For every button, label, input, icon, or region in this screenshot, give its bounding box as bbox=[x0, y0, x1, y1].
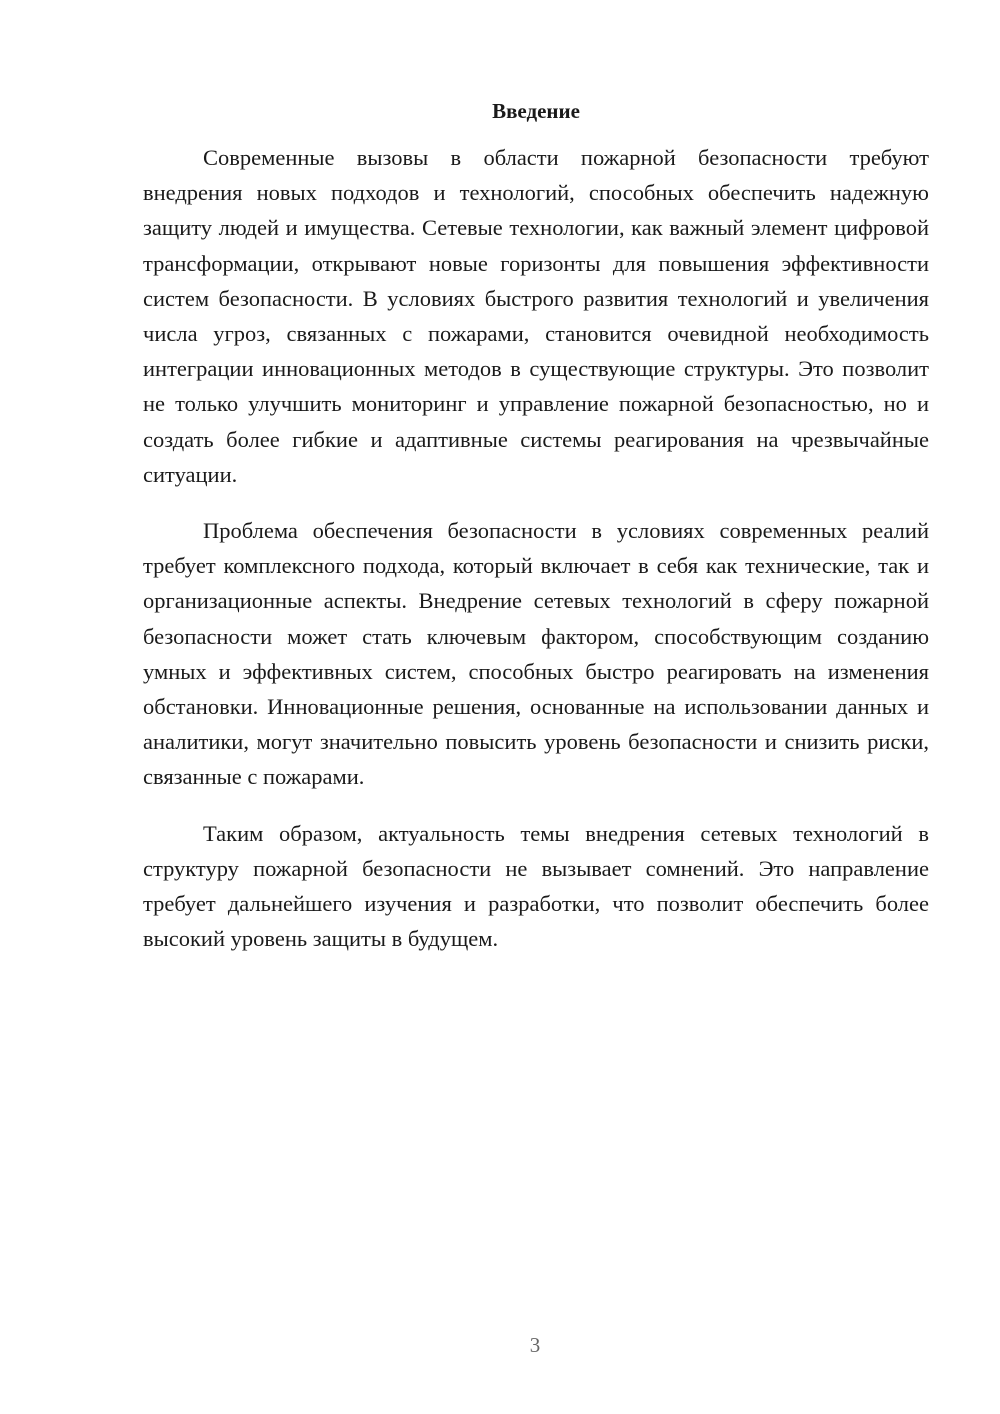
paragraph-2: Проблема обеспечения безопасности в условиях современных реалий требует комплексного подхода, который включает в себя как технические, так и организационные аспекты. Внедрение сетевых технологий в сферу пожарной безопасности может стать ключевым фактором, способствующим созданию умных и эффективных систем, способных быстро реагировать на изменения обстановки. Инновационные решения, основанные на использовании данных и аналитики, могут значительно повысить уровень безопасности и снизить риски, связанные с пожарами. bbox=[143, 518, 929, 790]
paragraph-1: Современные вызовы в области пожарной безопасности требуют внедрения новых подходов и технологий, способных обеспечить надежную защиту людей и имущества. Сетевые технологии, как важный элемент цифровой трансформации, открывают новые горизонты для повышения эффективности систем безопасности. В условиях быстрого развития технологий и увеличения числа угроз, связанных с пожарами, становится очевидной необходимость интеграции инновационных методов в существующие структуры. Это позволит не только улучшить мониторинг и управление пожарной безопасностью, но и создать более гибкие и адаптивные системы реагирования на чрезвычайные ситуации. bbox=[143, 145, 929, 487]
paragraph-3: Таким образом, актуальность темы внедрения сетевых технологий в структуру пожарной безопасности не вызывает сомнений. Это направление требует дальнейшего изучения и разработки, что позволит обеспечить более высокий уровень защиты в будущем. bbox=[143, 820, 929, 952]
page-content bbox=[143, 96, 929, 977]
section-title: Введение bbox=[492, 99, 580, 123]
page-number: 3 bbox=[529, 1333, 541, 1357]
